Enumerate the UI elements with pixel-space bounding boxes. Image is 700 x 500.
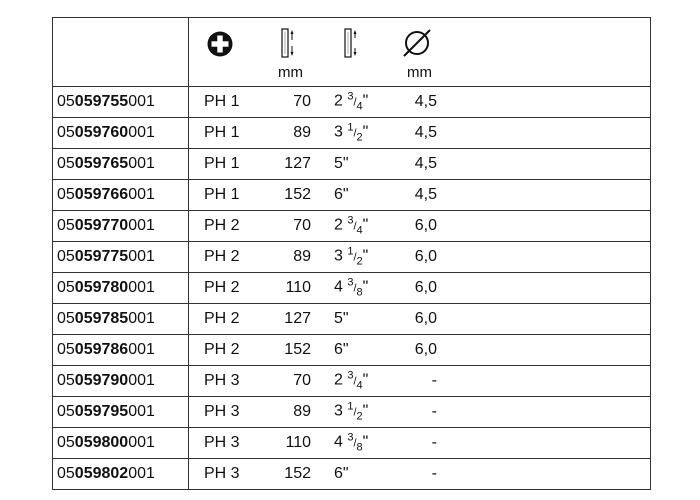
inch-mark: " bbox=[342, 341, 349, 358]
inch-numerator: 3 bbox=[347, 90, 354, 103]
part-number-prefix: 05 bbox=[57, 124, 75, 141]
tip-size: PH 2 bbox=[204, 310, 240, 327]
diameter-mm: - bbox=[431, 372, 437, 389]
blade-length-inch bbox=[334, 247, 384, 268]
table-row bbox=[53, 211, 651, 242]
table-row bbox=[53, 304, 651, 335]
part-number-suffix: 001 bbox=[128, 93, 155, 110]
spec-cell bbox=[189, 149, 651, 180]
inch-mark: " bbox=[342, 186, 349, 203]
inch-whole: 3 bbox=[334, 247, 343, 265]
tip-size: PH 2 bbox=[204, 279, 240, 296]
blade-length-inch bbox=[334, 123, 384, 144]
diameter-mm: 6,0 bbox=[414, 310, 437, 327]
inch-mark: " bbox=[362, 433, 369, 451]
diameter-mm: 6,0 bbox=[414, 341, 437, 358]
part-number-core: 059770 bbox=[74, 217, 129, 234]
tip-size: PH 3 bbox=[204, 372, 240, 389]
blade-length-mm: 89 bbox=[293, 248, 311, 265]
blade-length-inch bbox=[334, 92, 384, 113]
inch-mark: " bbox=[362, 123, 369, 141]
inch-whole: 4 bbox=[334, 433, 343, 451]
blade-length-inch bbox=[334, 278, 384, 299]
part-number-cell bbox=[53, 180, 189, 211]
inch-mark: " bbox=[362, 247, 369, 265]
part-number-core: 059755 bbox=[74, 93, 129, 110]
part-number-core: 059766 bbox=[74, 186, 129, 203]
blade-length-inch bbox=[334, 371, 384, 392]
part-number-core: 059765 bbox=[74, 155, 129, 172]
part-number-prefix: 05 bbox=[57, 310, 75, 327]
part-number-core: 059785 bbox=[74, 310, 129, 327]
inch-fraction: $^1/_2$ bbox=[347, 121, 363, 144]
inch-whole: 6 bbox=[334, 341, 343, 358]
diameter-unit: mm bbox=[407, 64, 432, 81]
part-number-prefix: 05 bbox=[57, 248, 75, 265]
inch-numerator: 1 bbox=[347, 400, 354, 413]
blade-length-inch bbox=[334, 433, 384, 454]
part-number-prefix: 05 bbox=[57, 403, 75, 420]
inch-fraction: $^3/_4$ bbox=[347, 214, 363, 237]
blade-length-mm: 70 bbox=[293, 93, 311, 110]
inch-mark: " bbox=[342, 310, 349, 327]
table-row bbox=[53, 459, 651, 490]
diameter-mm: 4,5 bbox=[414, 186, 437, 203]
table-row bbox=[53, 397, 651, 428]
part-number-cell bbox=[53, 87, 189, 118]
part-number-suffix: 001 bbox=[128, 279, 155, 296]
part-number-cell bbox=[53, 149, 189, 180]
part-number-cell bbox=[53, 335, 189, 366]
table-row bbox=[53, 180, 651, 211]
diameter-mm: - bbox=[431, 465, 437, 482]
diameter-mm: 4,5 bbox=[414, 93, 437, 110]
part-number-prefix: 05 bbox=[57, 93, 75, 110]
spec-cell bbox=[189, 335, 651, 366]
part-number-core: 059795 bbox=[74, 403, 129, 420]
part-number-core: 059800 bbox=[74, 434, 129, 451]
diameter-mm: 4,5 bbox=[414, 124, 437, 141]
tip-size: PH 2 bbox=[204, 248, 240, 265]
diameter-mm: 6,0 bbox=[414, 248, 437, 265]
blade-length-icon bbox=[281, 28, 295, 58]
inch-whole: 2 bbox=[334, 216, 343, 234]
part-number-cell bbox=[53, 273, 189, 304]
inch-whole: 4 bbox=[334, 278, 343, 296]
inch-numerator: 1 bbox=[347, 245, 354, 258]
spec-cell bbox=[189, 459, 651, 490]
spec-cell bbox=[189, 273, 651, 304]
part-number-suffix: 001 bbox=[128, 248, 155, 265]
spec-table bbox=[52, 17, 651, 490]
inch-whole: 6 bbox=[334, 186, 343, 203]
part-number-cell bbox=[53, 211, 189, 242]
part-number-core: 059802 bbox=[74, 465, 129, 482]
part-number-suffix: 001 bbox=[128, 465, 155, 482]
phillips-icon bbox=[207, 31, 233, 57]
table-row bbox=[53, 118, 651, 149]
inch-denominator: 4 bbox=[356, 100, 363, 113]
part-number-suffix: 001 bbox=[128, 155, 155, 172]
diameter-mm: 6,0 bbox=[414, 279, 437, 296]
tip-size: PH 1 bbox=[204, 93, 240, 110]
tip-size: PH 1 bbox=[204, 124, 240, 141]
inch-whole: 6 bbox=[334, 465, 343, 482]
spec-cell bbox=[189, 211, 651, 242]
blade-length-inch bbox=[334, 156, 384, 172]
tip-size: PH 2 bbox=[204, 217, 240, 234]
part-number-suffix: 001 bbox=[128, 310, 155, 327]
part-number-suffix: 001 bbox=[128, 372, 155, 389]
part-number-core: 059780 bbox=[74, 279, 129, 296]
tip-size: PH 3 bbox=[204, 403, 240, 420]
inch-denominator: 8 bbox=[356, 286, 363, 299]
part-number-prefix: 05 bbox=[57, 434, 75, 451]
inch-whole: 2 bbox=[334, 92, 343, 110]
header-part-number-cell bbox=[53, 18, 189, 87]
table-row bbox=[53, 87, 651, 118]
part-number-suffix: 001 bbox=[128, 403, 155, 420]
diameter-mm: - bbox=[431, 434, 437, 451]
inch-fraction: $^3/_4$ bbox=[347, 369, 363, 392]
blade-length-inch bbox=[334, 342, 384, 358]
inch-fraction: $^1/_2$ bbox=[347, 400, 363, 423]
diameter-icon bbox=[401, 27, 433, 59]
spec-cell bbox=[189, 428, 651, 459]
part-number-core: 059786 bbox=[74, 341, 129, 358]
tip-size: PH 1 bbox=[204, 186, 240, 203]
inch-denominator: 2 bbox=[356, 255, 363, 268]
part-number-cell bbox=[53, 428, 189, 459]
blade-length-unit: mm bbox=[278, 64, 303, 81]
inch-fraction: $^3/_8$ bbox=[347, 276, 363, 299]
inch-numerator: 3 bbox=[347, 276, 354, 289]
blade-length-inch bbox=[334, 187, 384, 203]
part-number-prefix: 05 bbox=[57, 217, 75, 234]
inch-mark: " bbox=[342, 465, 349, 482]
table-row bbox=[53, 335, 651, 366]
inch-numerator: 3 bbox=[347, 431, 354, 444]
inch-mark: " bbox=[362, 278, 369, 296]
table-row bbox=[53, 366, 651, 397]
part-number-suffix: 001 bbox=[128, 186, 155, 203]
inch-mark: " bbox=[362, 92, 369, 110]
inch-mark: " bbox=[362, 216, 369, 234]
inch-whole: 3 bbox=[334, 123, 343, 141]
table-row bbox=[53, 273, 651, 304]
tip-size: PH 2 bbox=[204, 341, 240, 358]
inch-numerator: 3 bbox=[347, 369, 354, 382]
part-number-core: 059775 bbox=[74, 248, 129, 265]
part-number-cell bbox=[53, 366, 189, 397]
part-number-cell bbox=[53, 397, 189, 428]
inch-mark: " bbox=[362, 402, 369, 420]
blade-length-mm: 152 bbox=[284, 341, 311, 358]
inch-whole: 2 bbox=[334, 371, 343, 389]
part-number-suffix: 001 bbox=[128, 434, 155, 451]
inch-mark: " bbox=[342, 155, 349, 172]
inch-denominator: 4 bbox=[356, 379, 363, 392]
blade-length-mm: 152 bbox=[284, 465, 311, 482]
blade-length-mm: 89 bbox=[293, 124, 311, 141]
header-row bbox=[53, 18, 651, 87]
blade-length-mm: 89 bbox=[293, 403, 311, 420]
spec-cell bbox=[189, 397, 651, 428]
inch-fraction: $^1/_2$ bbox=[347, 245, 363, 268]
part-number-cell bbox=[53, 459, 189, 490]
blade-length-inch bbox=[334, 311, 384, 327]
diameter-mm: 4,5 bbox=[414, 155, 437, 172]
part-number-core: 059790 bbox=[74, 372, 129, 389]
spec-cell bbox=[189, 242, 651, 273]
part-number-suffix: 001 bbox=[128, 217, 155, 234]
part-number-suffix: 001 bbox=[128, 341, 155, 358]
tip-size: PH 3 bbox=[204, 465, 240, 482]
spec-cell bbox=[189, 118, 651, 149]
inch-mark: " bbox=[362, 371, 369, 389]
part-number-suffix: 001 bbox=[128, 124, 155, 141]
part-number-prefix: 05 bbox=[57, 155, 75, 172]
diameter-mm: - bbox=[431, 403, 437, 420]
inch-denominator: 2 bbox=[356, 410, 363, 423]
spec-cell bbox=[189, 87, 651, 118]
spec-cell bbox=[189, 180, 651, 211]
part-number-cell bbox=[53, 118, 189, 149]
part-number-prefix: 05 bbox=[57, 186, 75, 203]
inch-fraction: $^3/_4$ bbox=[347, 90, 363, 113]
blade-length-mm: 110 bbox=[285, 434, 311, 451]
blade-length-inch bbox=[334, 466, 384, 482]
inch-numerator: 3 bbox=[347, 214, 354, 227]
overall-length-icon bbox=[344, 28, 358, 58]
spec-cell bbox=[189, 304, 651, 335]
inch-numerator: 1 bbox=[347, 121, 354, 134]
inch-denominator: 2 bbox=[356, 131, 363, 144]
table-row bbox=[53, 242, 651, 273]
inch-fraction: $^3/_8$ bbox=[347, 431, 363, 454]
part-number-core: 059760 bbox=[74, 124, 129, 141]
table-row bbox=[53, 428, 651, 459]
header-spec-cell bbox=[189, 18, 651, 87]
blade-length-mm: 110 bbox=[285, 279, 311, 296]
blade-length-mm: 70 bbox=[293, 217, 311, 234]
table-row bbox=[53, 149, 651, 180]
inch-whole: 5 bbox=[334, 310, 343, 327]
blade-length-mm: 127 bbox=[284, 310, 311, 327]
blade-length-inch bbox=[334, 402, 384, 423]
part-number-cell bbox=[53, 242, 189, 273]
inch-denominator: 4 bbox=[356, 224, 363, 237]
part-number-prefix: 05 bbox=[57, 341, 75, 358]
part-number-prefix: 05 bbox=[57, 372, 75, 389]
blade-length-mm: 152 bbox=[284, 186, 311, 203]
diameter-mm: 6,0 bbox=[414, 217, 437, 234]
spec-cell bbox=[189, 366, 651, 397]
blade-length-mm: 127 bbox=[284, 155, 311, 172]
part-number-prefix: 05 bbox=[57, 465, 75, 482]
blade-length-mm: 70 bbox=[293, 372, 311, 389]
part-number-cell bbox=[53, 304, 189, 335]
inch-whole: 5 bbox=[334, 155, 343, 172]
part-number-prefix: 05 bbox=[57, 279, 75, 296]
inch-denominator: 8 bbox=[356, 441, 363, 454]
tip-size: PH 3 bbox=[204, 434, 240, 451]
inch-whole: 3 bbox=[334, 402, 343, 420]
tip-size: PH 1 bbox=[204, 155, 240, 172]
blade-length-inch bbox=[334, 216, 384, 237]
